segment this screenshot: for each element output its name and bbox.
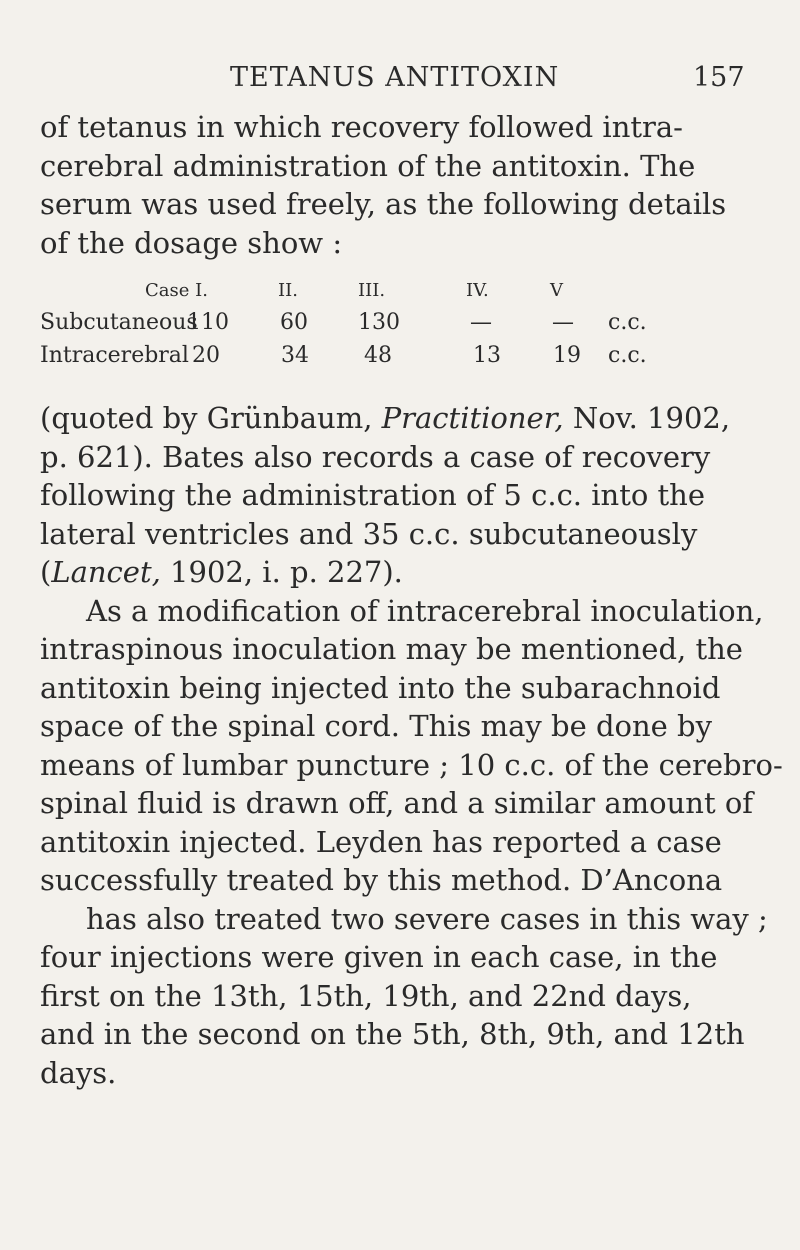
table-header-case-5: V: [550, 280, 563, 301]
table-header-case-4: IV.: [466, 280, 489, 301]
table-cell: 130: [358, 310, 400, 335]
row-label: Intracerebral: [40, 343, 189, 368]
table-cell: 48: [364, 343, 392, 368]
table-cell: 34: [281, 343, 309, 368]
text-line: successfully treated by this method. D’Ancona: [40, 863, 723, 897]
text-line: first on the 13th, 15th, 19th, and 22nd days,: [40, 978, 692, 1013]
text-line: space of the spinal cord. This may be done by: [40, 709, 712, 743]
paragraph-citations: [40, 399, 783, 1092]
text-span: 1902, i. p. 227).: [160, 555, 403, 589]
journal-title: Practitioner,: [381, 401, 564, 435]
table-cell: 110: [187, 310, 229, 335]
text-line: means of lumbar puncture ; 10 c.c. of the cerebro-: [40, 747, 783, 782]
table-cell: —: [552, 310, 574, 335]
text-line: lateral ventricles and 35 c.c. subcutaneously: [40, 516, 698, 551]
unit-label: c.c.: [608, 343, 647, 368]
text-line: [40, 553, 740, 592]
text-span: (quoted by Grünbaum,: [40, 401, 382, 435]
text-line: p. 621). Bates also records a case of recovery: [40, 439, 711, 474]
table-cell: 13: [473, 343, 501, 368]
text-span: (: [40, 555, 52, 589]
text-line: serum was used freely, as the following details: [40, 187, 727, 221]
text-line: antitoxin being injected into the subarachnoid: [40, 670, 721, 705]
table-row-subcutaneous: [40, 310, 720, 344]
unit-label: c.c.: [608, 310, 647, 335]
journal-title: Lancet,: [51, 555, 161, 589]
table-cell: 60: [280, 310, 308, 335]
text-line: days.: [40, 1055, 117, 1090]
text-line: spinal fluid is drawn off, and a similar amount of: [40, 786, 754, 820]
text-line: cerebral administration of the antitoxin. The: [40, 148, 696, 183]
text-line: of the dosage show :: [40, 225, 343, 260]
table-cell: 19: [553, 343, 581, 368]
text-line: intraspinous inoculation may be mentioned, the: [40, 632, 743, 666]
page-number: 157: [693, 62, 745, 93]
text-line: following the administration of 5 c.c. into the: [40, 478, 706, 512]
text-line: has also treated two severe cases in this way ;: [86, 901, 768, 936]
table-header-case-2: II.: [278, 280, 298, 301]
text-line: As a modification of intracerebral inoculation,: [86, 593, 764, 628]
text-span: Nov. 1902,: [563, 401, 731, 435]
table-row-intracerebral: [40, 343, 720, 377]
text-line: four injections were given in each case, in the: [40, 940, 718, 974]
table-header-case-1: Case I.: [145, 280, 208, 301]
table-cell: 20: [192, 343, 220, 368]
running-title: TETANUS ANTITOXIN: [230, 62, 560, 93]
paragraph-intro: [40, 108, 740, 262]
running-head: [0, 62, 800, 96]
text-line: and in the second on the 5th, 8th, 9th, and 12th: [40, 1017, 745, 1051]
table-cell: —: [470, 310, 492, 335]
text-line: antitoxin injected. Leyden has reported a case: [40, 824, 722, 859]
row-label: Subcutaneous: [40, 310, 198, 335]
table-header-case-3: III.: [358, 280, 386, 301]
dosage-table: [40, 278, 720, 390]
text-line: [40, 399, 740, 438]
text-line: of tetanus in which recovery followed intra-: [40, 110, 683, 144]
